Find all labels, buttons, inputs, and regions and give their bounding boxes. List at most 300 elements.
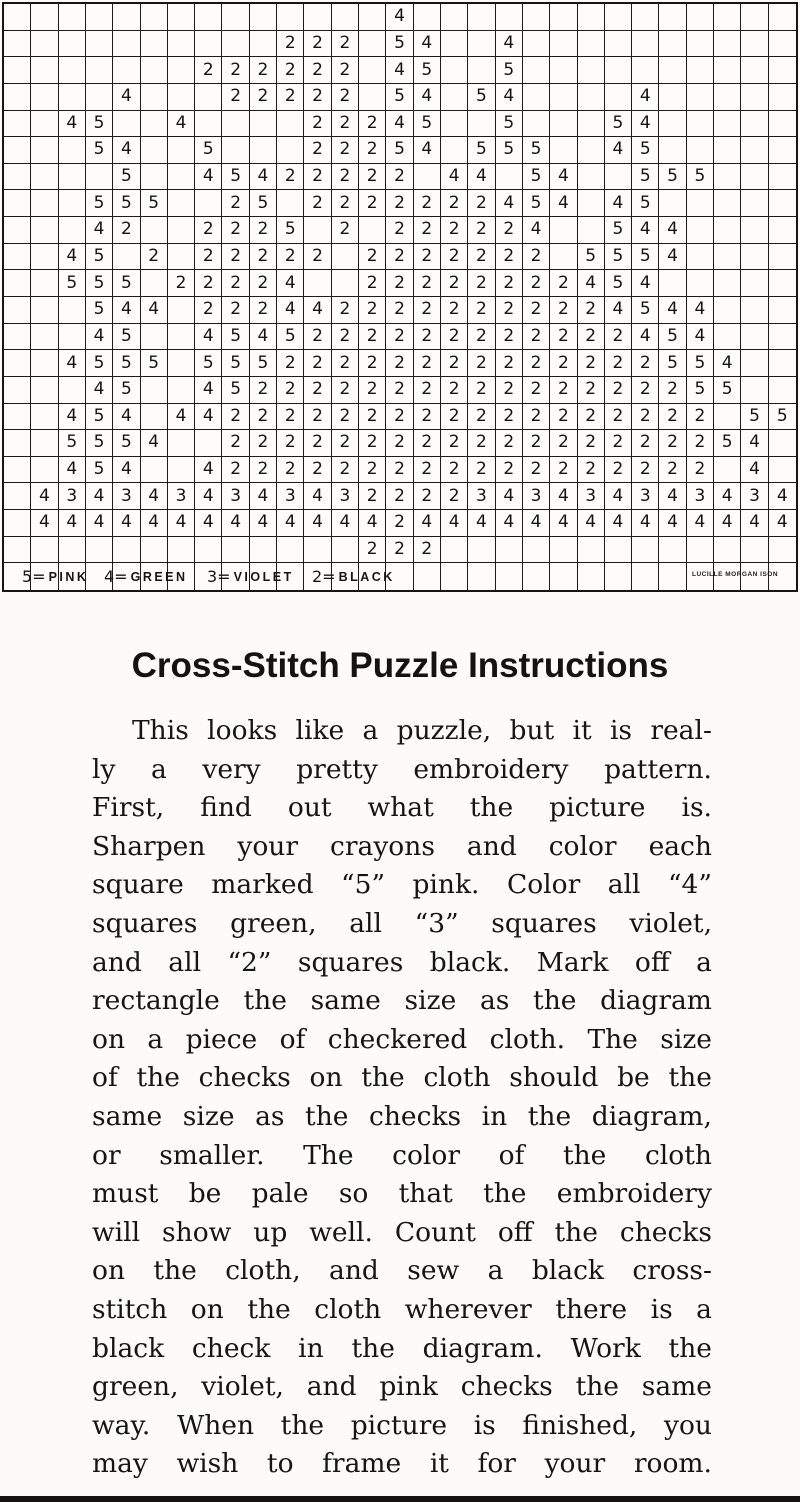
grid-cell: 5 — [222, 164, 249, 191]
grid-cell: 5 — [86, 430, 113, 457]
instructions-line: on a piece of checkered cloth. The size — [92, 1023, 712, 1055]
grid-cell — [4, 164, 31, 191]
grid-cell — [659, 84, 686, 111]
grid-cell: 2 — [523, 404, 550, 431]
grid-cell: 2 — [304, 84, 331, 111]
grid-cell: 2 — [141, 244, 168, 271]
grid-cell: 5 — [86, 244, 113, 271]
grid-cell: 4 — [59, 510, 86, 537]
grid-cell: 4 — [605, 510, 632, 537]
grid-cell — [769, 4, 796, 31]
grid-cell: 2 — [687, 430, 714, 457]
grid-cell — [714, 217, 741, 244]
instructions-line: must be pale so that the embroidery — [92, 1178, 712, 1210]
grid-cell — [59, 137, 86, 164]
grid-cell: 2 — [250, 270, 277, 297]
grid-cell — [714, 297, 741, 324]
grid-cell — [168, 57, 195, 84]
grid-cell — [4, 244, 31, 271]
grid-cell — [141, 217, 168, 244]
grid-cell: 2 — [222, 244, 249, 271]
grid-cell: 2 — [222, 457, 249, 484]
grid-cell: 2 — [496, 270, 523, 297]
grid-cell — [659, 111, 686, 138]
grid-cell: 2 — [332, 111, 359, 138]
grid-cell — [359, 31, 386, 58]
grid-cell: 5 — [59, 430, 86, 457]
grid-cell: 4 — [687, 297, 714, 324]
grid-cell — [550, 4, 577, 31]
grid-cell — [141, 270, 168, 297]
grid-cell: 2 — [332, 84, 359, 111]
grid-cell — [4, 57, 31, 84]
grid-cell — [277, 190, 304, 217]
grid-cell: 2 — [523, 350, 550, 377]
grid-cell — [550, 57, 577, 84]
grid-cell — [769, 457, 796, 484]
grid-cell: 2 — [250, 217, 277, 244]
grid-cell — [141, 31, 168, 58]
grid-cell — [714, 457, 741, 484]
grid-cell: 2 — [222, 84, 249, 111]
grid-cell: 2 — [550, 430, 577, 457]
grid-cell — [113, 537, 140, 564]
grid-cell: 2 — [277, 377, 304, 404]
instructions-line: on the cloth, and sew a black cross- — [92, 1255, 712, 1287]
grid-cell — [386, 563, 413, 590]
grid-cell — [31, 164, 58, 191]
grid-cell: 5 — [414, 57, 441, 84]
grid-cell — [468, 563, 495, 590]
grid-cell: 5 — [496, 57, 523, 84]
grid-cell: 5 — [605, 244, 632, 271]
grid-cell — [113, 563, 140, 590]
grid-cell — [550, 137, 577, 164]
instructions-line: may wish to frame it for your room. — [92, 1448, 712, 1480]
grid-cell — [714, 57, 741, 84]
grid-cell: 4 — [632, 324, 659, 351]
grid-cell: 5 — [113, 324, 140, 351]
grid-cell: 2 — [441, 404, 468, 431]
grid-cell — [86, 563, 113, 590]
grid-cell — [141, 563, 168, 590]
grid-cell: 2 — [359, 377, 386, 404]
artist-signature: LUCILLE MORGAN ISON — [692, 571, 779, 578]
grid-cell: 2 — [578, 377, 605, 404]
grid-cell — [632, 537, 659, 564]
grid-cell: 2 — [468, 217, 495, 244]
grid-cell: 4 — [659, 297, 686, 324]
grid-cell — [222, 137, 249, 164]
grid-cell — [769, 164, 796, 191]
grid-cell — [687, 537, 714, 564]
grid-cell: 2 — [332, 57, 359, 84]
cross-stitch-pattern-grid — [2, 2, 798, 592]
grid-cell: 5 — [468, 137, 495, 164]
grid-cell: 2 — [222, 404, 249, 431]
grid-cell: 4 — [113, 84, 140, 111]
grid-cell: 2 — [386, 377, 413, 404]
grid-cell: 2 — [468, 377, 495, 404]
grid-cell — [86, 164, 113, 191]
grid-cell — [31, 270, 58, 297]
grid-cell — [59, 57, 86, 84]
grid-cell: 5 — [250, 350, 277, 377]
grid-cell: 5 — [277, 324, 304, 351]
grid-cell: 5 — [659, 324, 686, 351]
grid-cell: 2 — [414, 430, 441, 457]
grid-cell: 4 — [250, 324, 277, 351]
grid-cell: 2 — [359, 483, 386, 510]
grid-cell: 2 — [550, 377, 577, 404]
grid-cell — [550, 31, 577, 58]
grid-cell: 4 — [659, 510, 686, 537]
grid-cell: 2 — [468, 190, 495, 217]
grid-cell: 4 — [113, 510, 140, 537]
grid-cell: 2 — [605, 404, 632, 431]
grid-cell — [277, 563, 304, 590]
grid-cell — [4, 190, 31, 217]
grid-cell: 4 — [523, 217, 550, 244]
grid-cell: 2 — [195, 270, 222, 297]
grid-cell: 4 — [386, 4, 413, 31]
grid-cell — [195, 563, 222, 590]
grid-cell — [86, 57, 113, 84]
grid-cell: 4 — [605, 190, 632, 217]
grid-cell: 2 — [632, 377, 659, 404]
grid-cell: 2 — [414, 244, 441, 271]
grid-cell: 4 — [386, 111, 413, 138]
grid-cell: 4 — [113, 404, 140, 431]
grid-cell — [687, 57, 714, 84]
grid-cell: 2 — [687, 457, 714, 484]
instructions-line: or smaller. The color of the cloth — [92, 1139, 712, 1171]
grid-cell: 2 — [605, 350, 632, 377]
grid-cell — [168, 563, 195, 590]
grid-cell — [141, 4, 168, 31]
grid-cell — [31, 190, 58, 217]
grid-cell — [605, 164, 632, 191]
grid-cell — [550, 217, 577, 244]
grid-cell — [741, 84, 768, 111]
grid-cell: 2 — [550, 270, 577, 297]
grid-cell — [714, 190, 741, 217]
grid-cell — [441, 563, 468, 590]
grid-cell: 2 — [386, 510, 413, 537]
grid-cell: 2 — [496, 404, 523, 431]
grid-cell — [659, 270, 686, 297]
grid-cell — [769, 377, 796, 404]
grid-cell: 5 — [714, 430, 741, 457]
grid-cell: 4 — [86, 510, 113, 537]
grid-cell — [195, 190, 222, 217]
grid-cell — [468, 4, 495, 31]
grid-cell: 5 — [222, 377, 249, 404]
grid-cell: 2 — [496, 430, 523, 457]
grid-cell — [523, 111, 550, 138]
grid-cell — [113, 111, 140, 138]
grid-cell: 4 — [141, 297, 168, 324]
grid-cell: 2 — [414, 377, 441, 404]
grid-cell: 2 — [277, 404, 304, 431]
grid-cell: 2 — [222, 270, 249, 297]
grid-cell: 5 — [632, 164, 659, 191]
grid-cell — [605, 563, 632, 590]
instructions-line: will show up well. Count off the checks — [92, 1216, 712, 1248]
grid-cell: 4 — [250, 510, 277, 537]
grid-cell: 2 — [332, 190, 359, 217]
grid-cell — [496, 164, 523, 191]
grid-cell: 2 — [222, 217, 249, 244]
grid-cell: 2 — [441, 324, 468, 351]
grid-cell — [222, 537, 249, 564]
grid-cell: 2 — [578, 324, 605, 351]
grid-cell — [113, 244, 140, 271]
grid-cell — [741, 244, 768, 271]
grid-cell — [4, 324, 31, 351]
grid-cell: 2 — [441, 270, 468, 297]
grid-cell: 4 — [113, 297, 140, 324]
grid-cell: 4 — [304, 297, 331, 324]
grid-cell — [141, 324, 168, 351]
grid-cell: 2 — [386, 217, 413, 244]
grid-cell: 4 — [332, 510, 359, 537]
grid-cell — [769, 244, 796, 271]
grid-cell: 2 — [277, 457, 304, 484]
grid-cell — [523, 57, 550, 84]
grid-cell: 2 — [468, 457, 495, 484]
grid-cell: 4 — [632, 217, 659, 244]
grid-cell — [659, 137, 686, 164]
grid-cell — [222, 563, 249, 590]
grid-cell: 2 — [304, 164, 331, 191]
grid-cell: 5 — [687, 164, 714, 191]
grid-cell — [59, 324, 86, 351]
grid-cell: 4 — [769, 483, 796, 510]
grid-cell: 5 — [195, 137, 222, 164]
grid-cell: 2 — [468, 324, 495, 351]
grid-cell: 2 — [304, 111, 331, 138]
grid-cell: 2 — [304, 190, 331, 217]
grid-cell: 4 — [605, 137, 632, 164]
grid-cell — [86, 31, 113, 58]
grid-cell: 4 — [222, 510, 249, 537]
grid-cell: 2 — [441, 457, 468, 484]
grid-cell: 5 — [86, 111, 113, 138]
grid-cell — [31, 297, 58, 324]
grid-cell — [414, 563, 441, 590]
grid-cell — [578, 190, 605, 217]
grid-cell — [250, 137, 277, 164]
instructions-line: black check in the diagram. Work the — [92, 1332, 712, 1364]
instructions-line: Sharpen your crayons and color each — [92, 830, 712, 862]
instructions-line: squares green, all “3” squares violet, — [92, 907, 712, 939]
grid-cell — [687, 190, 714, 217]
instructions-line: rectangle the same size as the diagram — [92, 985, 712, 1017]
grid-cell — [332, 537, 359, 564]
grid-cell: 2 — [332, 457, 359, 484]
grid-cell — [578, 164, 605, 191]
grid-cell — [86, 4, 113, 31]
grid-cell: 5 — [86, 297, 113, 324]
grid-cell — [277, 537, 304, 564]
grid-cell — [31, 457, 58, 484]
grid-cell: 2 — [222, 57, 249, 84]
grid-cell — [741, 164, 768, 191]
grid-cell: 2 — [277, 31, 304, 58]
grid-cell: 2 — [550, 404, 577, 431]
grid-cell: 5 — [605, 111, 632, 138]
grid-cell — [550, 244, 577, 271]
grid-cell — [496, 4, 523, 31]
grid-cell — [605, 537, 632, 564]
grid-cell: 2 — [496, 297, 523, 324]
grid-cell: 4 — [195, 457, 222, 484]
grid-cell: 5 — [86, 350, 113, 377]
grid-cell: 2 — [496, 350, 523, 377]
grid-cell: 4 — [632, 510, 659, 537]
grid-cell — [59, 377, 86, 404]
grid-cell: 5 — [496, 111, 523, 138]
grid-cell: 2 — [332, 31, 359, 58]
grid-cell — [714, 84, 741, 111]
legend-color-label: BLACK — [338, 569, 395, 584]
grid-cell: 4 — [113, 137, 140, 164]
grid-cell — [250, 111, 277, 138]
grid-cell — [222, 4, 249, 31]
page-title: Cross-Stitch Puzzle Instructions — [131, 646, 669, 685]
grid-cell: 5 — [141, 350, 168, 377]
grid-cell: 4 — [304, 483, 331, 510]
grid-cell: 2 — [332, 217, 359, 244]
grid-cell: 5 — [659, 350, 686, 377]
grid-cell — [168, 457, 195, 484]
grid-cell: 4 — [741, 510, 768, 537]
grid-cell — [304, 563, 331, 590]
grid-cell — [31, 430, 58, 457]
grid-cell: 2 — [277, 430, 304, 457]
grid-cell: 5 — [632, 297, 659, 324]
grid-cell — [168, 297, 195, 324]
grid-cell: 4 — [250, 164, 277, 191]
grid-cell: 3 — [741, 483, 768, 510]
grid-cell — [550, 537, 577, 564]
grid-cell: 4 — [250, 483, 277, 510]
grid-cell — [632, 57, 659, 84]
grid-cell — [769, 84, 796, 111]
grid-cell: 4 — [59, 457, 86, 484]
grid-cell: 4 — [441, 164, 468, 191]
grid-cell — [4, 84, 31, 111]
grid-cell — [31, 324, 58, 351]
grid-cell: 2 — [468, 244, 495, 271]
grid-cell — [31, 377, 58, 404]
grid-cell — [304, 217, 331, 244]
grid-cell: 2 — [441, 377, 468, 404]
grid-cell: 5 — [605, 217, 632, 244]
grid-cell — [168, 324, 195, 351]
grid-cell: 5 — [632, 244, 659, 271]
grid-cell — [195, 537, 222, 564]
grid-cell: 4 — [605, 483, 632, 510]
grid-cell: 5 — [86, 457, 113, 484]
grid-cell — [195, 111, 222, 138]
grid-cell: 5 — [222, 350, 249, 377]
legend-color-label: PINK — [48, 569, 89, 584]
grid-cell — [605, 84, 632, 111]
grid-cell — [168, 31, 195, 58]
grid-cell: 2 — [578, 297, 605, 324]
instructions-line: square marked “5” pink. Color all “4” — [92, 869, 712, 901]
grid-cell: 4 — [659, 483, 686, 510]
grid-cell — [141, 404, 168, 431]
grid-cell — [332, 270, 359, 297]
grid-cell — [31, 563, 58, 590]
grid-cell: 5 — [386, 137, 413, 164]
grid-cell: 3 — [277, 483, 304, 510]
grid-cell: 4 — [59, 111, 86, 138]
grid-cell: 2 — [386, 270, 413, 297]
grid-cell — [523, 563, 550, 590]
grid-cell — [741, 4, 768, 31]
grid-cell — [168, 164, 195, 191]
grid-cell — [168, 217, 195, 244]
grid-cell — [277, 111, 304, 138]
grid-cell: 2 — [359, 137, 386, 164]
instructions-line: way. When the picture is finished, you — [92, 1409, 712, 1441]
grid-cell: 5 — [632, 190, 659, 217]
grid-cell: 4 — [414, 84, 441, 111]
grid-cell: 4 — [86, 377, 113, 404]
grid-cell: 2 — [195, 57, 222, 84]
grid-cell: 2 — [332, 350, 359, 377]
grid-cell: 5 — [222, 324, 249, 351]
grid-cell — [714, 270, 741, 297]
grid-cell: 2 — [359, 244, 386, 271]
grid-cell — [141, 57, 168, 84]
grid-cell: 2 — [386, 537, 413, 564]
grid-cell: 2 — [386, 404, 413, 431]
grid-cell: 4 — [632, 270, 659, 297]
grid-cell — [4, 537, 31, 564]
grid-cell: 5 — [769, 404, 796, 431]
grid-cell — [769, 270, 796, 297]
grid-cell — [222, 111, 249, 138]
grid-cell: 2 — [332, 377, 359, 404]
grid-cell: 4 — [59, 350, 86, 377]
grid-cell: 2 — [414, 324, 441, 351]
grid-cell: 2 — [468, 270, 495, 297]
grid-cell: 2 — [578, 430, 605, 457]
grid-cell: 5 — [86, 190, 113, 217]
grid-cell: 3 — [523, 483, 550, 510]
grid-cell: 2 — [304, 430, 331, 457]
grid-cell — [769, 111, 796, 138]
grid-cell: 2 — [386, 244, 413, 271]
grid-cell: 2 — [496, 324, 523, 351]
grid-cell — [168, 430, 195, 457]
grid-cell — [687, 563, 714, 590]
grid-cell: 2 — [496, 244, 523, 271]
grid-cell — [31, 537, 58, 564]
grid-cell — [250, 537, 277, 564]
grid-cell: 2 — [496, 457, 523, 484]
grid-cell — [168, 84, 195, 111]
grid-cell — [659, 190, 686, 217]
grid-cell: 2 — [195, 244, 222, 271]
grid-cell — [769, 324, 796, 351]
grid-cell — [741, 217, 768, 244]
